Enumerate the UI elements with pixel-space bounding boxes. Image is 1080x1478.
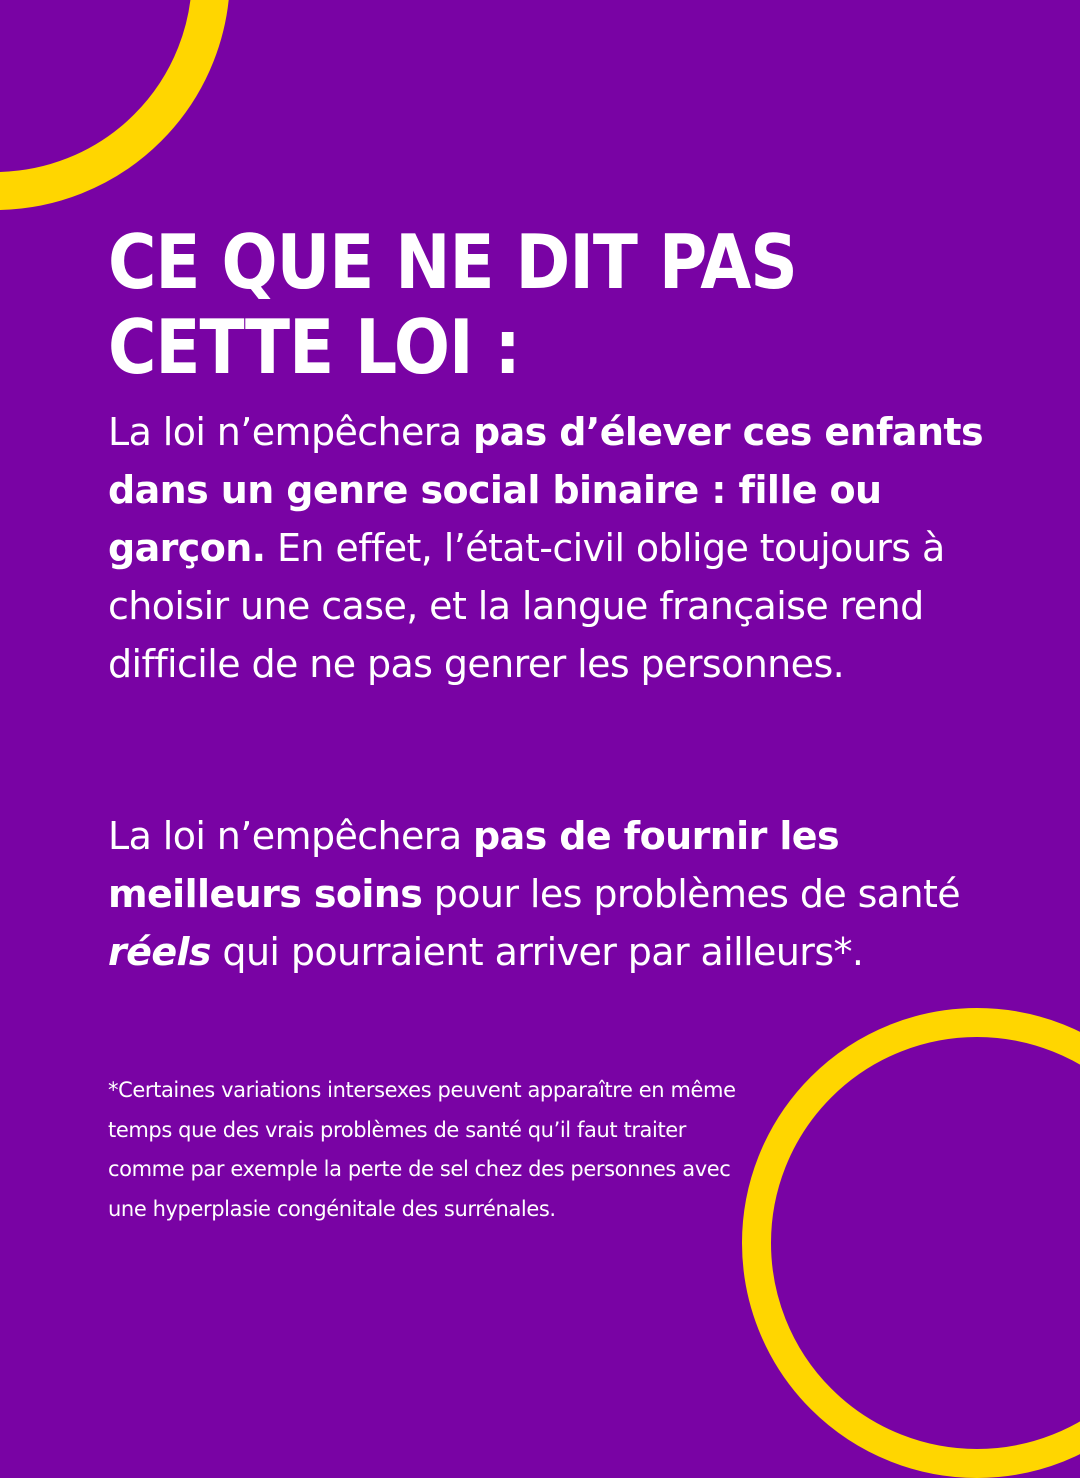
paragraph-binary-gender	[108, 403, 988, 693]
decorative-ring-top	[0, 0, 230, 210]
paragraph-1-bold: pas d’élever ces enfants dans un genre social binaire : fille ou garçon.	[108, 410, 983, 570]
paragraph-2-text-3: qui pourraient arriver par ailleurs*.	[210, 930, 864, 974]
paragraph-2-text-1: La loi n’empêchera	[108, 814, 473, 858]
footnote: *Certaines variations intersexes peuvent apparaître en même temps que des vrais problèmes de santé qu’il faut traiter comme par exemple la perte de sel chez des personnes avec une hyperplasie congénitale des surrénales.	[108, 1078, 736, 1221]
title-line-2: CETTE LOI :	[108, 303, 520, 391]
paragraph-2-emphasis: réels	[108, 930, 211, 974]
page-title	[108, 219, 797, 396]
decorative-ring-bottom	[742, 1008, 1080, 1478]
title-line-1: CE QUE NE DIT PAS	[108, 219, 797, 307]
paragraph-1-text-2: En effet, l’état-civil oblige toujours à choisir une case, et la langue française rend difficile de ne pas genrer les personnes.	[108, 526, 945, 686]
paragraph-1-text-1: La loi n’empêchera	[108, 410, 473, 454]
paragraph-2-text-2: pour les problèmes de santé	[422, 872, 961, 916]
paragraph-health-care	[108, 807, 988, 981]
paragraph-2-bold: pas de fournir les meilleurs soins	[108, 814, 839, 916]
